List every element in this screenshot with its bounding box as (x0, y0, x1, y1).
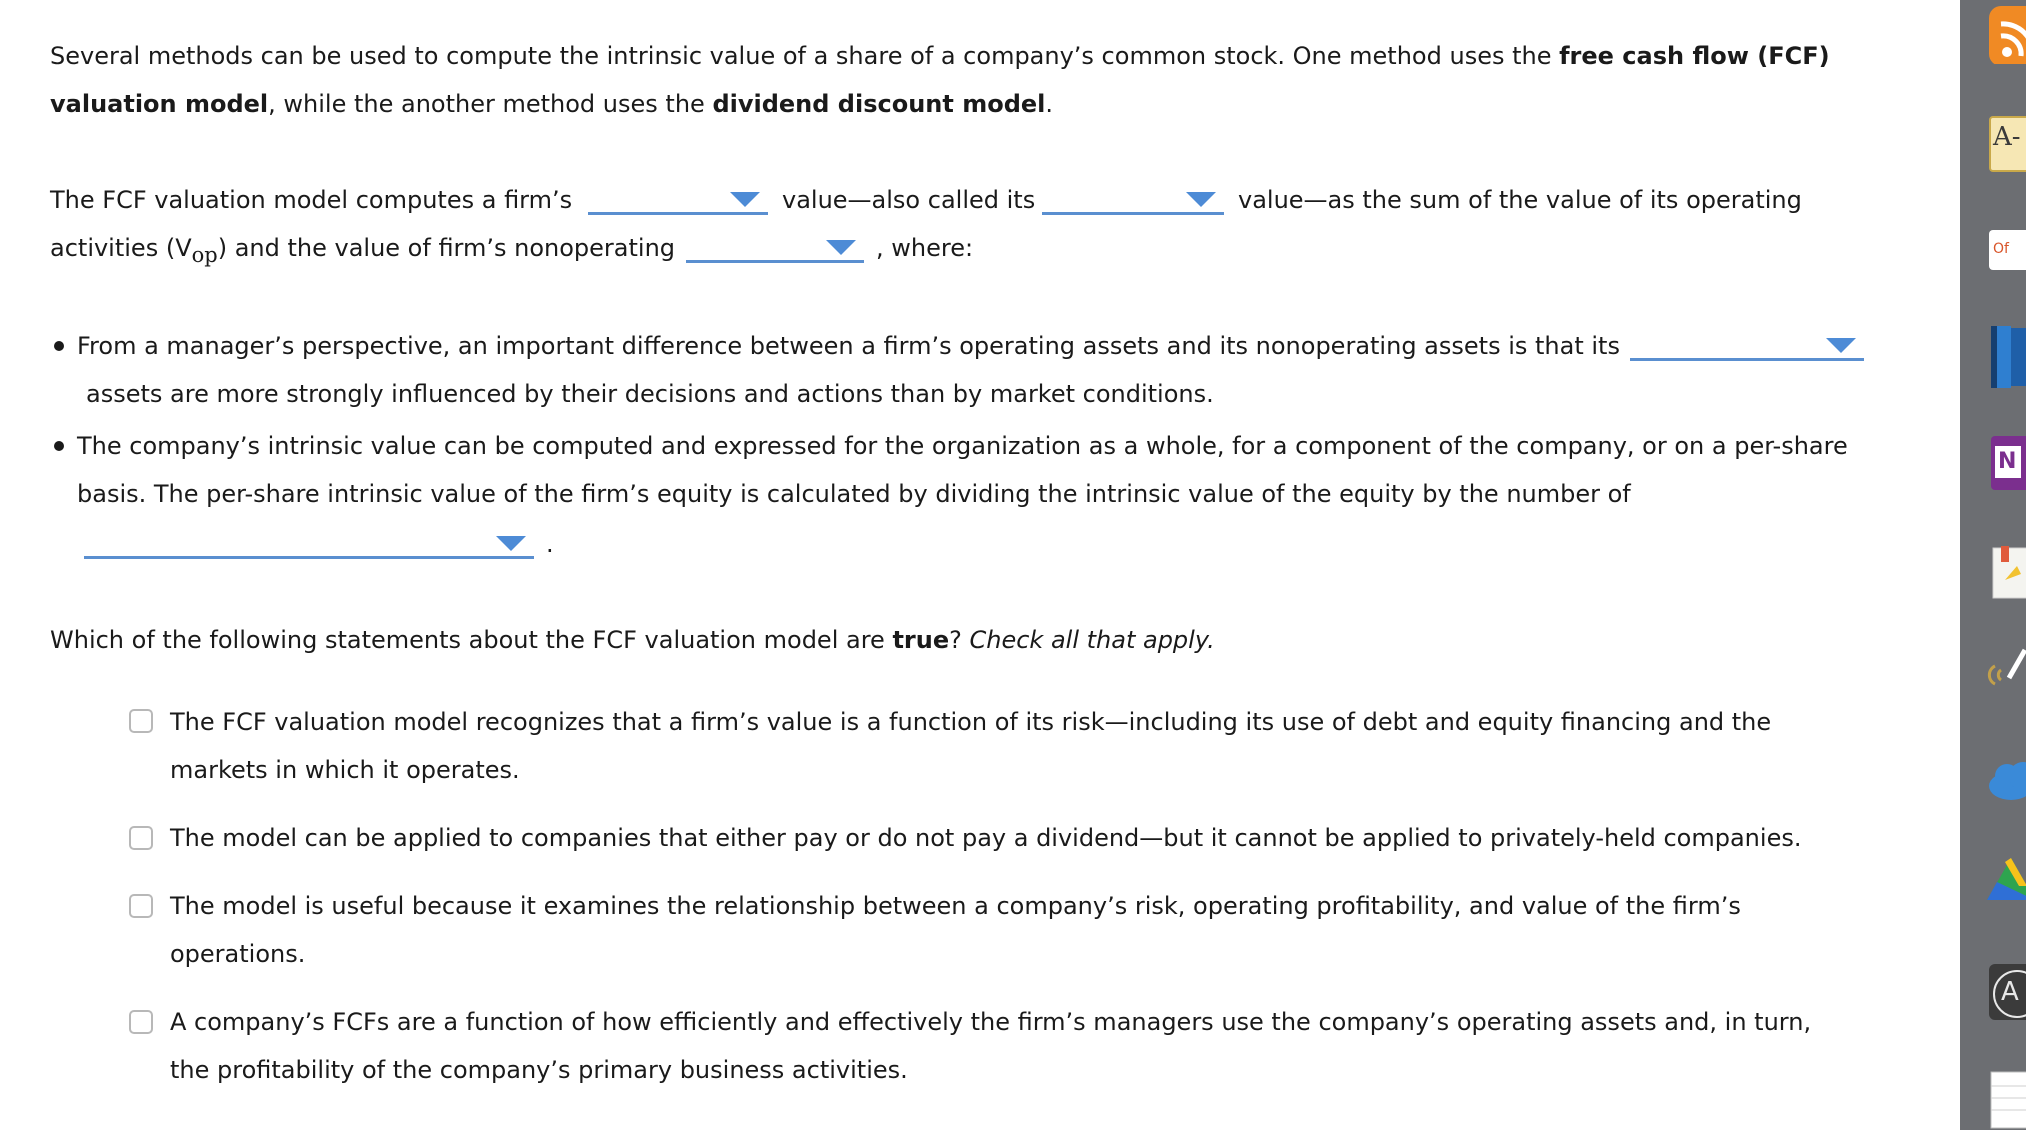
fcf-sentence-part-4: activities (Vop) and the value of firm’s nonoperating (50, 234, 676, 267)
fcf-sentence-part-5: , where: (876, 234, 974, 262)
drive-icon[interactable] (1987, 852, 2026, 914)
chevron-down-icon (1186, 192, 1216, 207)
chevron-down-icon (1826, 338, 1856, 353)
fcf-sentence-part-3: value—as the sum of the value of its operating (1238, 186, 1802, 214)
bullet-dot (54, 441, 64, 451)
cloud-icon[interactable] (1987, 756, 2026, 806)
vop-subscript: op (191, 243, 218, 267)
app-dock (1960, 0, 2026, 1130)
nonoperating-item-dropdown[interactable] (686, 238, 864, 263)
fcf-model-term: free cash flow (FCF) (1559, 42, 1830, 70)
option-1-line-1[interactable]: The FCF valuation model recognizes that a firm’s value is a function of its risk—including its use of debt and equity financing and the (170, 708, 1772, 736)
bullet-2-line-1: The company’s intrinsic value can be computed and expressed for the organization as a whole, for a component of the company, or on a per-share (77, 432, 1848, 460)
acrobat-icon[interactable]: A (1987, 960, 2026, 1024)
notebook-icon[interactable] (1987, 322, 2026, 392)
value-alias-dropdown[interactable] (1042, 190, 1224, 215)
chevron-down-icon (730, 192, 760, 207)
intro-line-2: valuation model, while the another method uses the dividend discount model. (50, 90, 1054, 118)
option-4-checkbox[interactable] (129, 1010, 153, 1034)
bullet-1-line-2: assets are more strongly influenced by their decisions and actions than by market conditions. (86, 380, 1214, 408)
option-3-line-1[interactable]: The model is useful because it examines the relationship between a company’s risk, operating profitability, and value of the firm’s (170, 892, 1741, 920)
firm-value-type-dropdown[interactable] (588, 190, 768, 215)
option-2-line-1[interactable]: The model can be applied to companies that either pay or do not pay a dividend—but it cannot be applied to privately-held companies. (170, 824, 1802, 852)
fcf-sentence-part-1: The FCF valuation model computes a firm’s (50, 186, 573, 214)
option-1-checkbox[interactable] (129, 709, 153, 733)
rss-icon[interactable] (1987, 4, 2026, 64)
fcf-sentence-part-2: value—also called its (782, 186, 1036, 214)
chevron-down-icon (496, 536, 526, 551)
bullet-2-line-2: basis. The per-share intrinsic value of the firm’s equity is calculated by dividing the intrinsic value of the equity by the number of (77, 480, 1631, 508)
option-1-line-2[interactable]: markets in which it operates. (170, 756, 520, 784)
fcf-model-term-2: valuation model (50, 90, 269, 118)
bullet-1-line-1: From a manager’s perspective, an important difference between a firm’s operating assets and its nonoperating assets is that its (77, 332, 1620, 360)
pages-icon[interactable] (1987, 540, 2026, 604)
shares-count-dropdown[interactable] (84, 534, 534, 559)
option-4-line-1[interactable]: A company’s FCFs are a function of how efficiently and effectively the firm’s managers use the company’s operating assets and, in turn, (170, 1008, 1812, 1036)
onenote-icon[interactable]: N (1987, 432, 2026, 494)
ddm-term: dividend discount model (712, 90, 1046, 118)
option-2-checkbox[interactable] (129, 826, 153, 850)
notes-icon[interactable] (1987, 1068, 2026, 1130)
font-size-icon[interactable]: A- (1987, 112, 2026, 174)
question-prompt: Which of the following statements about the FCF valuation model are true? Check all that apply. (50, 626, 1215, 654)
bullet-2-period: . (546, 530, 554, 558)
option-3-line-2[interactable]: operations. (170, 940, 306, 968)
option-3-checkbox[interactable] (129, 894, 153, 918)
chevron-down-icon (826, 240, 856, 255)
intro-line-1: Several methods can be used to compute the intrinsic value of a share of a company’s common stock. One method uses the free cash flow (FCF) (50, 42, 1830, 70)
bullet-dot (54, 341, 64, 351)
asset-type-dropdown[interactable] (1630, 336, 1864, 361)
wireless-icon[interactable] (1987, 644, 2026, 702)
office-icon[interactable]: Of (1987, 228, 2026, 272)
option-4-line-2[interactable]: the profitability of the company’s primary business activities. (170, 1056, 908, 1084)
